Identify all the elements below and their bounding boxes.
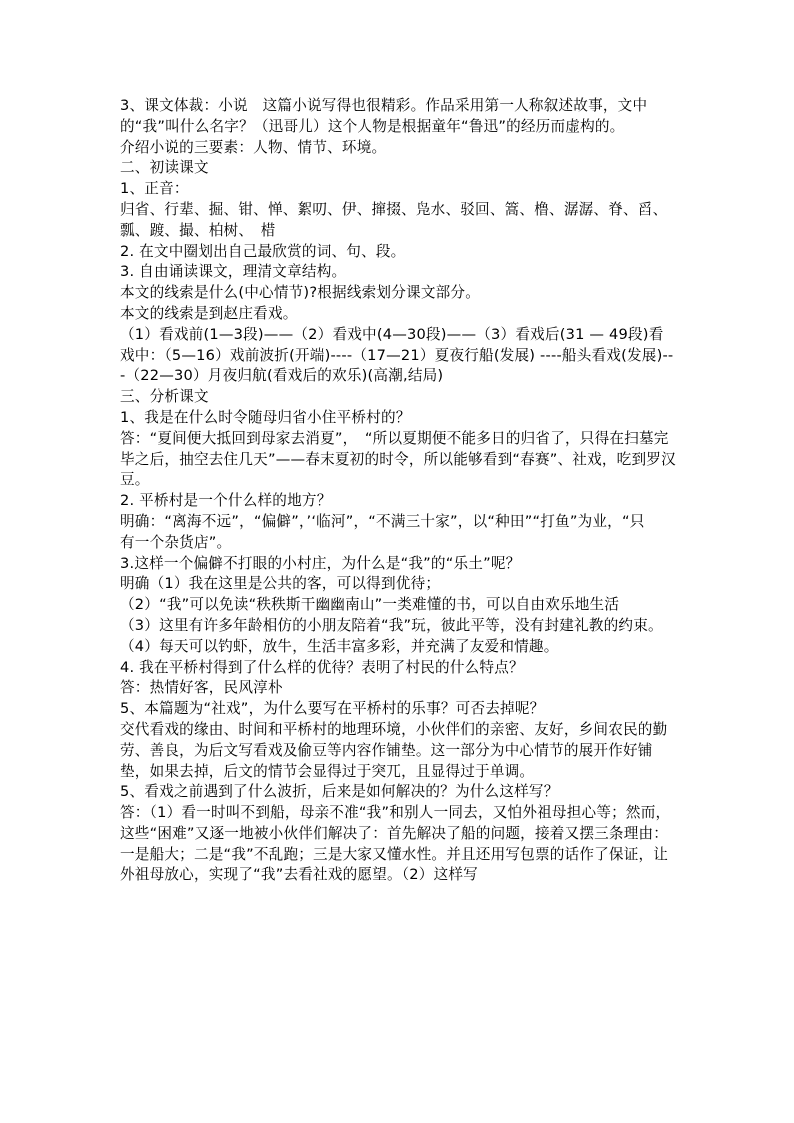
answer-3-point-4: （4）每天可以钓虾，放牛，生活丰富多彩，并充满了友爱和情趣。 <box>120 637 559 655</box>
answer-5a: 交代看戏的缘由、时间和平桥村的地理环境，小伙伴们的亲密、友好，乡间农民的勤劳、善良，为后文写看戏及偷豆等内容作铺垫。这一部分为中心情节的展开作好铺垫，如果去掉，后文的情节会显得过于突兀，且显得过于单调。 <box>120 720 668 780</box>
answer-2-line-2: 有一个杂货店”。 <box>120 533 232 551</box>
answer-2-line-1: 明确：“离海不远”，“偏僻”，’‘临河”，“不满三十家”，以“种田”“打鱼”为业，“只 <box>120 512 645 530</box>
answer-3-point-1: 明确（1）我在这里是公共的客，可以得到优待； <box>120 575 441 593</box>
paragraph-genre: 3、课文体裁：小说 这篇小说写得也很精彩。作品采用第一人称叙述故事，文中的“我”叫什么名字？（迅哥儿）这个人物是根据童年“鲁迅”的经历而虚构的。 <box>120 97 648 135</box>
answer-5b: 答：（1）看一时叫不到船，母亲不准“我”和别人一同去，又怕外祖母担心等；然而，这些“困难”又逐一地被小伙伴们解决了：首先解决了船的问题，接着又摆三条理由：一是船大；二是“我”不乱跑；三是大家又懂水性。并且还用写包票的话作了保证，让外祖母放心，实现了“我”去看社戏的愿望。（2）这样写 <box>120 804 671 884</box>
paragraph-pronunciation-heading: 1、正音： <box>120 180 189 198</box>
answer-1: 答：“夏间便大抵回到母家去消夏”， “所以夏期便不能多日的归省了，只得在扫墓完毕之后，抽空去住几天”——春末夏初的时令，所以能够看到“春赛”、社戏，吃到罗汉豆。 <box>120 429 676 489</box>
question-3: 3.这样一个偏僻不打眼的小村庄，为什么是“我”的“乐土”呢？ <box>120 554 521 572</box>
document-body <box>120 96 676 886</box>
paragraph-three-elements: 介绍小说的三要素：人物、情节、环境。 <box>120 138 387 156</box>
section-heading-first-reading: 二、初读课文 <box>120 159 209 177</box>
question-1: 1、我是在什么时令随母归省小住平桥村的？ <box>120 408 411 426</box>
paragraph-pronunciation-words: 归省、行辈、掘、钳、惮、絮叨、伊、撺掇、凫水、驳回、篙、橹、潺潺、脊、舀、瓢、踱、撮、柏树、 棤 <box>120 200 668 239</box>
question-2: 2. 平桥村是一个什么样的地方？ <box>120 492 332 510</box>
paragraph-clue-answer: 本文的线索是到赵庄看戏。 <box>120 304 298 322</box>
paragraph-clue-question: 本文的线索是什么(中心情节)?根据线索划分课文部分。 <box>120 284 480 302</box>
question-5b: 5、看戏之前遇到了什么波折，后来是如何解决的？为什么这样写？ <box>120 783 559 801</box>
answer-3-point-3: （3）这里有许多年龄相仿的小朋友陪着“我”玩，彼此平等，没有封建礼教的约束。 <box>120 616 663 634</box>
section-heading-analysis: 三、分析课文 <box>120 388 209 406</box>
paragraph-task-circle: 2. 在文中圈划出自己最欣赏的词、句、段。 <box>120 242 406 260</box>
answer-4: 答：热情好客，民风淳朴 <box>120 679 283 697</box>
paragraph-structure: （1）看戏前(1—3段)——（2）看戏中(4—30段)——（3）看戏后(31 — 49段)看戏中：（5—16）戏前波折(开端)----（17—21）夏夜行船(发展) ----船头看戏(发展)---（22—30）月夜归航(看戏后的欢乐)(高潮,结局) <box>120 325 674 385</box>
question-4: 4. 我在平桥村得到了什么样的优待？表明了村民的什么特点？ <box>120 658 524 676</box>
answer-3-point-2: （2）“我”可以免读“秩秩斯干幽幽南山”一类难懂的书，可以自由欢乐地生活 <box>120 596 620 614</box>
paragraph-task-read: 3. 自由诵读课文，理清文章结构。 <box>120 263 347 281</box>
question-5a: 5、本篇题为“社戏”，为什么要写在平桥村的乐事？可否去掉呢？ <box>120 700 545 718</box>
